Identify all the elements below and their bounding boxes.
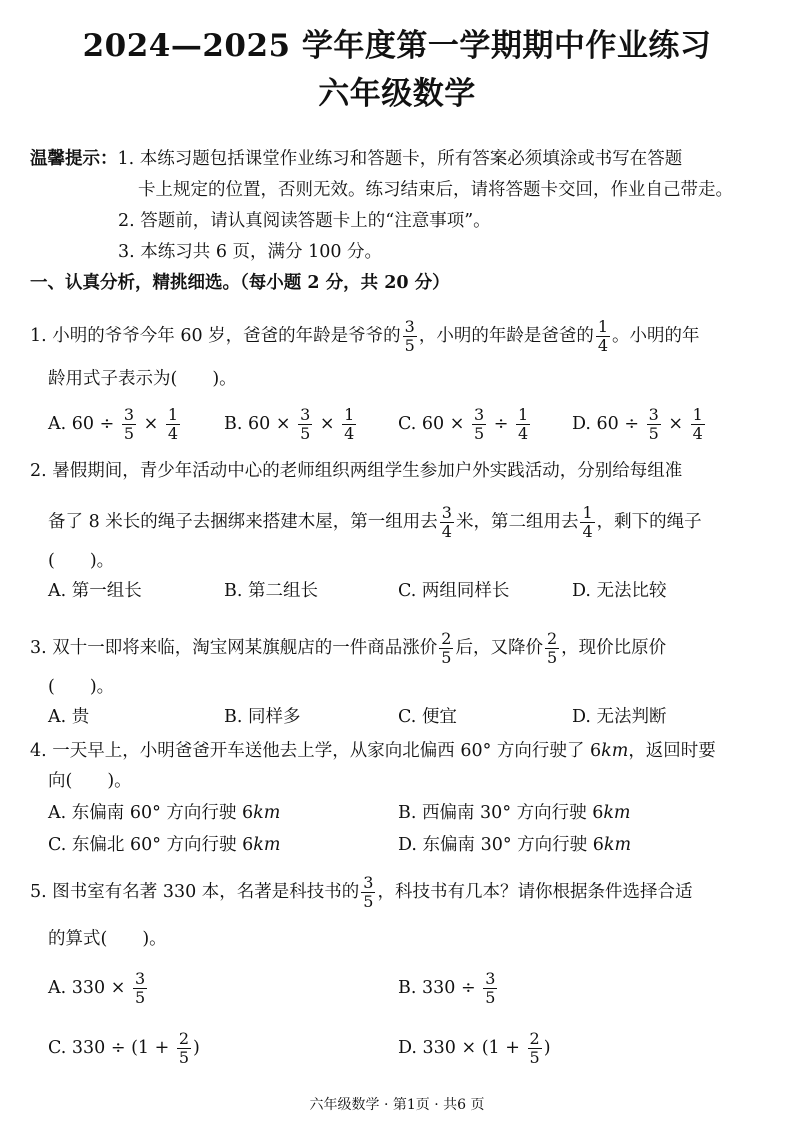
question-2-option-a[interactable]: A. 第一组长 (48, 581, 142, 601)
tips-line-1 (30, 148, 682, 170)
tips-line-3: 3. 本练习共 6 页，满分 100 分。 (118, 242, 383, 262)
question-5-stem: 5. 图书室有名著 330 本，名著是科技书的 $\frac{3}{5}$ ，科技书有几本？请你根据条件选择合适 (30, 873, 693, 911)
question-4-option-a[interactable]: A. 东偏南 60° 方向行驶 6km (48, 803, 281, 823)
tips-text-1: 1. 本练习题包括课堂作业练习和答题卡，所有答案必须填涂或书写在答题 (117, 149, 683, 169)
question-4-option-b[interactable]: B. 西偏南 30° 方向行驶 6km (398, 803, 631, 823)
page-footer: 六年级数学 · 第1页 · 共6 页 (309, 1097, 485, 1113)
question-4-option-d[interactable]: D. 东偏南 30° 方向行驶 6km (398, 835, 632, 855)
question-1-option-a[interactable]: A. 60 ÷ $\frac{3}{5}$ × $\frac{1}{4}$ (48, 405, 179, 443)
question-4-stem-2: 向( )。 (48, 771, 132, 791)
question-3-stem: 3. 双十一即将来临，淘宝网某旗舰店的一件商品涨价 $\frac{2}{5}$ 后，又降价 $\frac{2}{5}$ ，现价比原价 (30, 629, 667, 667)
question-2-stem-2: 备了 8 米长的绳子去捆绑来搭建木屋，第一组用去 $\frac{3}{4}$ 米，第二组用去 $\frac{1}{4}$ ，剩下的绳子 (48, 503, 702, 541)
question-1-option-d[interactable]: D. 60 ÷ $\frac{3}{5}$ × $\frac{1}{4}$ (572, 405, 703, 443)
fraction: $\frac{1}{4}$ (597, 317, 609, 355)
question-2-option-d[interactable]: D. 无法比较 (572, 581, 667, 601)
question-5-stem-2: 的算式( )。 (48, 929, 167, 949)
section-heading: 一、认真分析，精挑细选。（每小题 2 分，共 20 分） (30, 273, 450, 293)
question-3-option-c[interactable]: C. 便宜 (398, 707, 457, 727)
question-5-option-b[interactable]: B. 330 ÷ $\frac{3}{5}$ (398, 969, 496, 1007)
exam-title: 2024—2025 学年度第一学期期中作业练习 (82, 28, 712, 64)
question-1-option-c[interactable]: C. 60 × $\frac{3}{5}$ ÷ $\frac{1}{4}$ (398, 405, 529, 443)
question-5-option-d[interactable]: D. 330 × (1 + $\frac{2}{5}$ ) (398, 1029, 551, 1067)
question-2-option-c[interactable]: C. 两组同样长 (398, 581, 510, 601)
question-2-option-b[interactable]: B. 第二组长 (224, 581, 318, 601)
question-1-stem-2: 龄用式子表示为( )。 (48, 369, 237, 389)
question-5-option-c[interactable]: C. 330 ÷ (1 + $\frac{2}{5}$ ) (48, 1029, 200, 1067)
question-3-option-b[interactable]: B. 同样多 (224, 707, 301, 727)
question-4-stem: 4. 一天早上，小明爸爸开车送他去上学，从家向北偏西 60° 方向行驶了 6km，返回时要 (30, 741, 716, 761)
question-1-option-b[interactable]: B. 60 × $\frac{3}{5}$ × $\frac{1}{4}$ (224, 405, 355, 443)
question-3-stem-2: ( )。 (48, 677, 115, 697)
tips-line-2: 2. 答题前，请认真阅读答题卡上的“注意事项”。 (118, 211, 491, 231)
question-5-option-a[interactable]: A. 330 × $\frac{3}{5}$ (48, 969, 146, 1007)
exam-subtitle: 六年级数学 (318, 76, 476, 112)
tips-line-1b: 卡上规定的位置，否则无效。练习结束后，请将答题卡交回，作业自己带走。 (138, 180, 733, 200)
question-4-option-c[interactable]: C. 东偏北 60° 方向行驶 6km (48, 835, 281, 855)
question-3-option-a[interactable]: A. 贵 (48, 707, 90, 727)
tips-label: 温馨提示： (30, 149, 118, 169)
question-2-stem-3: ( )。 (48, 551, 115, 571)
question-1-stem: 1. 小明的爷爷今年 60 岁，爸爸的年龄是爷爷的 $\frac{3}{5}$ ，小明的年龄是爸爸的 $\frac{1}{4}$ 。小明的年 (30, 317, 700, 355)
fraction: $\frac{3}{5}$ (404, 317, 415, 355)
question-3-option-d[interactable]: D. 无法判断 (572, 707, 667, 727)
question-2-stem: 2. 暑假期间，青少年活动中心的老师组织两组学生参加户外实践活动，分别给每组准 (30, 461, 683, 481)
